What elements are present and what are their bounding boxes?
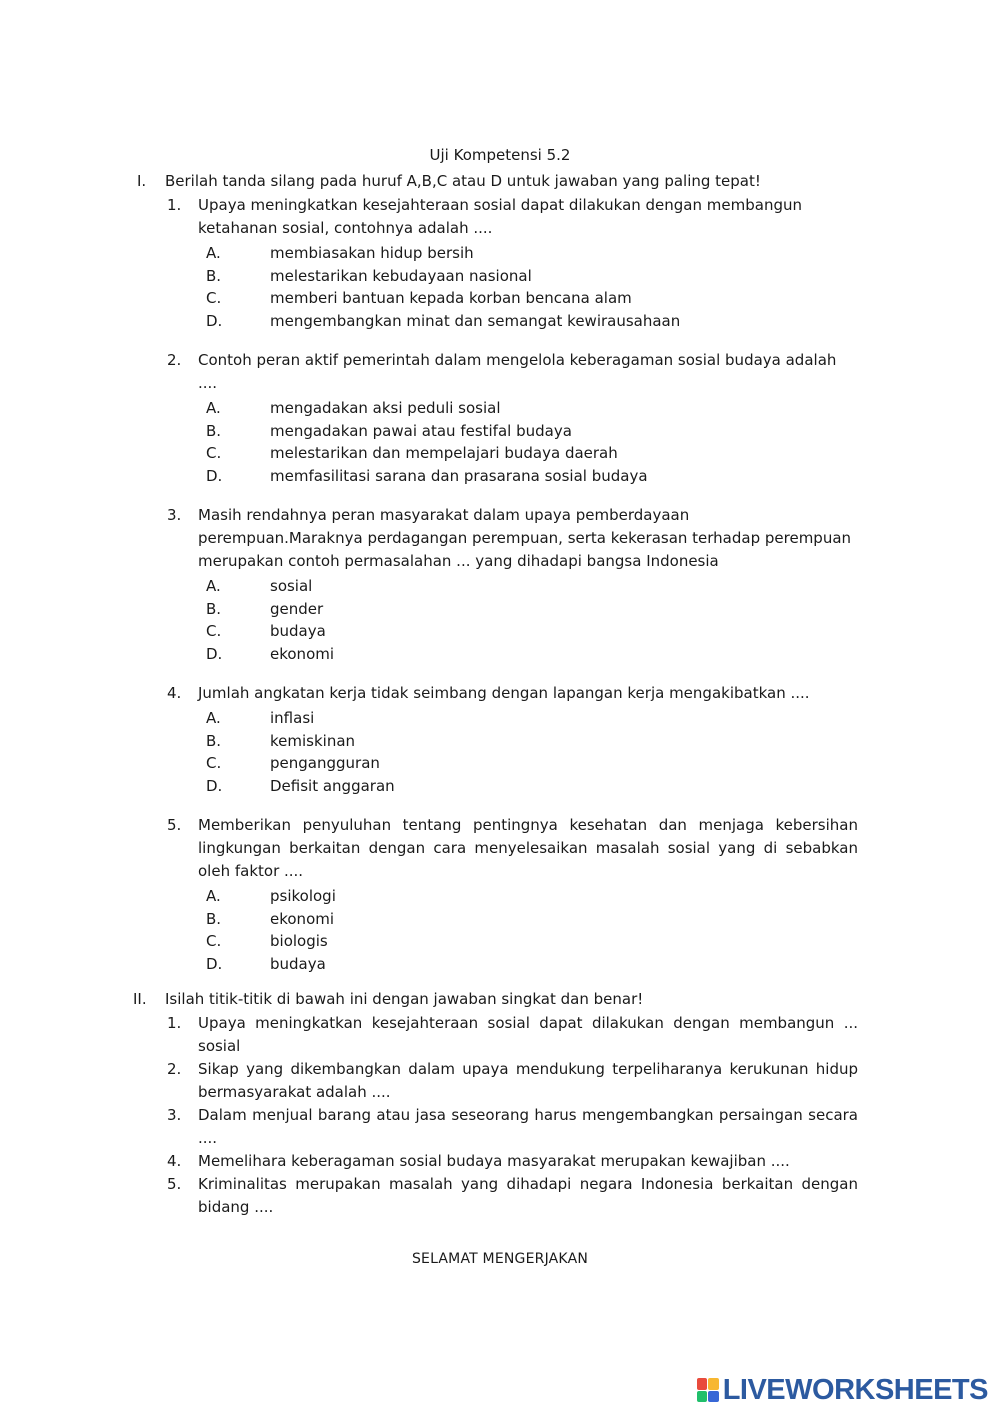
question-number: 3. [167,1106,182,1124]
brand-text: LIVEWORKSHEETS [722,1374,988,1406]
section-1-number: I. [137,172,147,190]
question-text: Jumlah angkatan kerja tidak seimbang dengan lapangan kerja mengakibatkan .... [198,684,810,702]
option-letter: C. [206,932,222,950]
option-letter: A. [206,709,221,727]
option-text: melestarikan dan mempelajari budaya daerah [270,444,618,462]
question-number: 3. [167,506,182,524]
option-text: sosial [270,577,313,595]
option-letter: B. [206,266,222,285]
option-d[interactable] [198,310,858,333]
question-number: 2. [167,351,182,369]
option-text: Defisit anggaran [270,776,395,795]
option-letter: A. [206,577,221,595]
section-2-header [0,988,1000,1011]
section-2-number: II. [133,990,147,1008]
short-question-3[interactable] [0,1104,1000,1150]
option-c[interactable] [198,620,858,643]
option-letter: A. [206,887,221,905]
section-multiple-choice [0,170,1000,975]
option-letter: D. [206,466,223,485]
question-number: 4. [167,684,182,702]
option-letter: B. [206,599,222,618]
option-text: psikologi [270,887,336,905]
option-text: kemiskinan [270,731,356,750]
short-question-1[interactable] [0,1012,1000,1058]
option-text: inflasi [270,709,315,727]
question-text: Sikap yang dikembangkan dalam upaya mendukung terpeliharanya kerukunan hidup bermasyarakat adalah .... [198,1060,858,1101]
question-text: Memberikan penyuluhan tentang pentingnya kesehatan dan menjaga kebersihan lingkungan berkaitan dengan cara menyelesaikan masalah sosial yang di sebabkan oleh faktor .... [198,816,858,880]
closing-message: SELAMAT MENGERJAKAN [411,1251,589,1267]
option-c[interactable] [198,752,858,775]
option-d[interactable] [198,775,858,798]
option-text: mengembangkan minat dan semangat kewirausahaan [270,311,681,330]
option-c[interactable] [198,930,858,953]
short-question-2[interactable] [0,1058,1000,1104]
option-text: biologis [270,932,328,950]
question-number: 2. [167,1060,182,1078]
option-text: membiasakan hidup bersih [270,244,474,262]
option-text: budaya [270,622,326,640]
options-list [198,707,858,797]
option-letter: C. [206,622,222,640]
option-b[interactable] [198,598,858,621]
options-list [198,575,858,665]
option-a[interactable] [198,885,858,908]
option-c[interactable] [198,287,858,310]
option-text: budaya [270,954,326,973]
option-text: melestarikan kebudayaan nasional [270,266,532,285]
option-letter: D. [206,954,223,973]
section-1-instruction: Berilah tanda silang pada huruf A,B,C atau D untuk jawaban yang paling tepat! [165,172,761,190]
option-a[interactable] [198,397,858,420]
options-list [198,885,858,975]
option-b[interactable] [198,908,858,931]
question-3 [0,504,1000,665]
section-2-instruction: Isilah titik-titik di bawah ini dengan jawaban singkat dan benar! [165,990,644,1008]
option-c[interactable] [198,442,858,465]
option-letter: B. [206,421,222,440]
question-2 [0,349,1000,487]
option-a[interactable] [198,242,858,265]
options-list [198,397,858,487]
question-number: 1. [167,1014,182,1032]
question-number: 1. [167,196,182,214]
question-text: Masih rendahnya peran masyarakat dalam upaya pemberdayaan perempuan.Maraknya perdagangan perempuan, serta kekerasan terhadap perempuan merupakan contoh permasalahan ... yang dihadapi bangsa Indonesia [198,506,852,570]
option-text: mengadakan aksi peduli sosial [270,399,501,417]
option-letter: B. [206,909,222,928]
option-letter: C. [206,444,222,462]
question-1 [0,194,1000,332]
page-title: Uji Kompetensi 5.2 [429,146,571,164]
option-b[interactable] [198,265,858,288]
option-b[interactable] [198,730,858,753]
option-a[interactable] [198,707,858,730]
option-b[interactable] [198,420,858,443]
question-4 [0,682,1000,797]
option-letter: D. [206,776,223,795]
option-text: memberi bantuan kepada korban bencana alam [270,289,632,307]
short-question-4[interactable] [0,1150,1000,1173]
option-d[interactable] [198,465,858,488]
option-text: gender [270,599,324,618]
question-number: 5. [167,1175,182,1193]
option-text: ekonomi [270,909,335,928]
option-letter: C. [206,754,222,772]
option-text: ekonomi [270,644,335,663]
question-text: Upaya meningkatkan kesejahteraan sosial dapat dilakukan dengan membangun ... sosial [198,1014,858,1055]
question-text: Kriminalitas merupakan masalah yang dihadapi negara Indonesia berkaitan dengan bidang .... [198,1175,858,1216]
question-text: Memelihara keberagaman sosial budaya masyarakat merupakan kewajiban .... [198,1152,790,1170]
option-d[interactable] [198,953,858,976]
option-letter: C. [206,289,222,307]
option-a[interactable] [198,575,858,598]
option-letter: D. [206,644,223,663]
option-text: mengadakan pawai atau festifal budaya [270,421,572,440]
options-list [198,242,858,332]
question-number: 5. [167,816,182,834]
section-1-header [0,170,1000,193]
option-text: memfasilitasi sarana dan prasarana sosial budaya [270,466,648,485]
question-text: Upaya meningkatkan kesejahteraan sosial dapat dilakukan dengan membangun ketahanan sosial, contohnya adalah .... [198,196,802,237]
liveworksheets-brand [697,1375,988,1405]
question-5 [0,814,1000,975]
option-letter: B. [206,731,222,750]
question-text: Dalam menjual barang atau jasa seseorang harus mengembangkan persaingan secara .... [198,1106,858,1147]
option-letter: A. [206,399,221,417]
option-letter: D. [206,311,223,330]
option-letter: A. [206,244,221,262]
question-number: 4. [167,1152,182,1170]
short-question-5[interactable] [0,1173,1000,1219]
option-d[interactable] [198,643,858,666]
option-text: pengangguran [270,754,380,772]
section-short-answer [0,988,1000,1219]
question-text: Contoh peran aktif pemerintah dalam mengelola keberagaman sosial budaya adalah .... [198,351,837,392]
liveworksheets-logo-icon [697,1378,719,1402]
